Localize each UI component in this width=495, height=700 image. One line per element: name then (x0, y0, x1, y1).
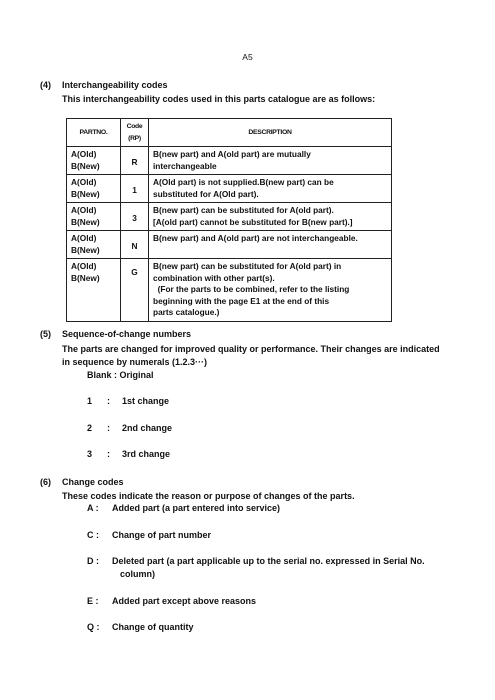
part-new: B(New) (71, 188, 100, 199)
code-cell: 1 (121, 175, 149, 203)
change-code: Q : (87, 622, 100, 632)
interchangeability-table (66, 118, 392, 322)
section-5-body-line2: in sequence by numerals (1.2.3···) (62, 357, 208, 367)
part-cell (67, 259, 121, 322)
table-row (67, 147, 392, 175)
sequence-number: 2 (87, 423, 93, 433)
description-cell (149, 147, 392, 175)
change-code: A : (87, 503, 99, 513)
part-old: A(Old) (71, 177, 97, 187)
table-row (67, 231, 392, 259)
section-6-title: Change codes (62, 477, 124, 487)
header-code-line2: (RP) (128, 134, 141, 142)
change-code-text: Change of part number (112, 530, 212, 540)
description-line: substituted for A(Old part). (153, 188, 259, 199)
part-new: B(New) (71, 216, 100, 227)
part-cell (67, 147, 121, 175)
description-line: B(new part) and A(old part) are not interchangeable. (153, 233, 358, 243)
change-code-text: Deleted part (a part applicable up to the serial no. expressed in Serial No. (112, 556, 425, 566)
description-line: B(new part) can be substituted for A(old part). (153, 205, 334, 215)
description-line: interchangeable (153, 160, 217, 171)
change-code: D : (87, 556, 99, 566)
part-cell (67, 203, 121, 231)
sequence-text: 2nd change (122, 423, 173, 433)
header-code-line1: Code (126, 123, 143, 130)
description-line: B(new part) and A(old part) are mutually (153, 149, 311, 159)
section-4-number: (4) (40, 80, 51, 90)
code-cell: G (121, 259, 149, 322)
part-new: B(New) (71, 272, 100, 283)
description-line: [A(old part) cannot be substituted for B(new part).] (153, 216, 353, 227)
section-5-number: (5) (40, 329, 51, 339)
change-code-text: Added part (a part entered into service) (112, 503, 281, 513)
part-old: A(Old) (71, 233, 97, 243)
description-line: parts catalogue.) (153, 307, 220, 317)
description-cell (149, 175, 392, 203)
section-5-title: Sequence-of-change numbers (62, 329, 192, 339)
table-row (67, 175, 392, 203)
description-line: beginning with the page E1 at the end of this (153, 295, 330, 306)
part-old: A(Old) (71, 205, 97, 215)
change-code-text: Change of quantity (112, 622, 194, 632)
code-cell: 3 (121, 203, 149, 231)
change-code-text: Added part except above reasons (112, 596, 257, 606)
code-cell: N (121, 231, 149, 259)
part-old: A(Old) (71, 149, 97, 159)
code-cell: R (121, 147, 149, 175)
change-code: E : (87, 596, 99, 606)
table-row (67, 203, 392, 231)
description-line: combination with other part(s). (153, 272, 275, 283)
description-line: B(new part) can be substituted for A(old part) in (153, 261, 342, 271)
part-new: B(New) (71, 160, 100, 171)
sequence-number: 3 (87, 449, 93, 459)
change-code: C : (87, 530, 99, 540)
table-header-row (67, 119, 392, 147)
change-code-text-continued: column) (120, 569, 155, 579)
description-line: (For the parts to be combined, refer to the listing (153, 284, 350, 294)
page-number: A5 (242, 52, 253, 62)
section-4-title: Interchangeability codes (62, 80, 168, 90)
sequence-separator: : (107, 423, 110, 433)
section-6-intro: These codes indicate the reason or purpose of changes of the parts. (62, 491, 355, 501)
section-6-number: (6) (40, 477, 51, 487)
header-part-no: PARTNO. (67, 119, 121, 147)
sequence-number: 1 (87, 396, 93, 406)
header-description: DESCRIPTION (149, 119, 392, 147)
section-4-intro: This interchangeability codes used in this parts catalogue are as follows: (62, 94, 376, 104)
section-5-body-line1: The parts are changed for improved quality or performance. Their changes are indicated (62, 344, 440, 354)
description-cell (149, 259, 392, 322)
part-old: A(Old) (71, 261, 97, 271)
part-cell (67, 231, 121, 259)
sequence-separator: : (107, 449, 110, 459)
header-code (121, 119, 149, 147)
description-cell (149, 203, 392, 231)
part-new: B(New) (71, 244, 100, 255)
blank-original-note: Blank : Original (87, 370, 154, 380)
sequence-separator: : (107, 396, 110, 406)
description-cell (149, 231, 392, 259)
description-line: A(Old part) is not supplied.B(new part) can be (153, 177, 334, 187)
sequence-text: 3rd change (122, 449, 171, 459)
sequence-text: 1st change (122, 396, 170, 406)
part-cell (67, 175, 121, 203)
table-row (67, 259, 392, 322)
